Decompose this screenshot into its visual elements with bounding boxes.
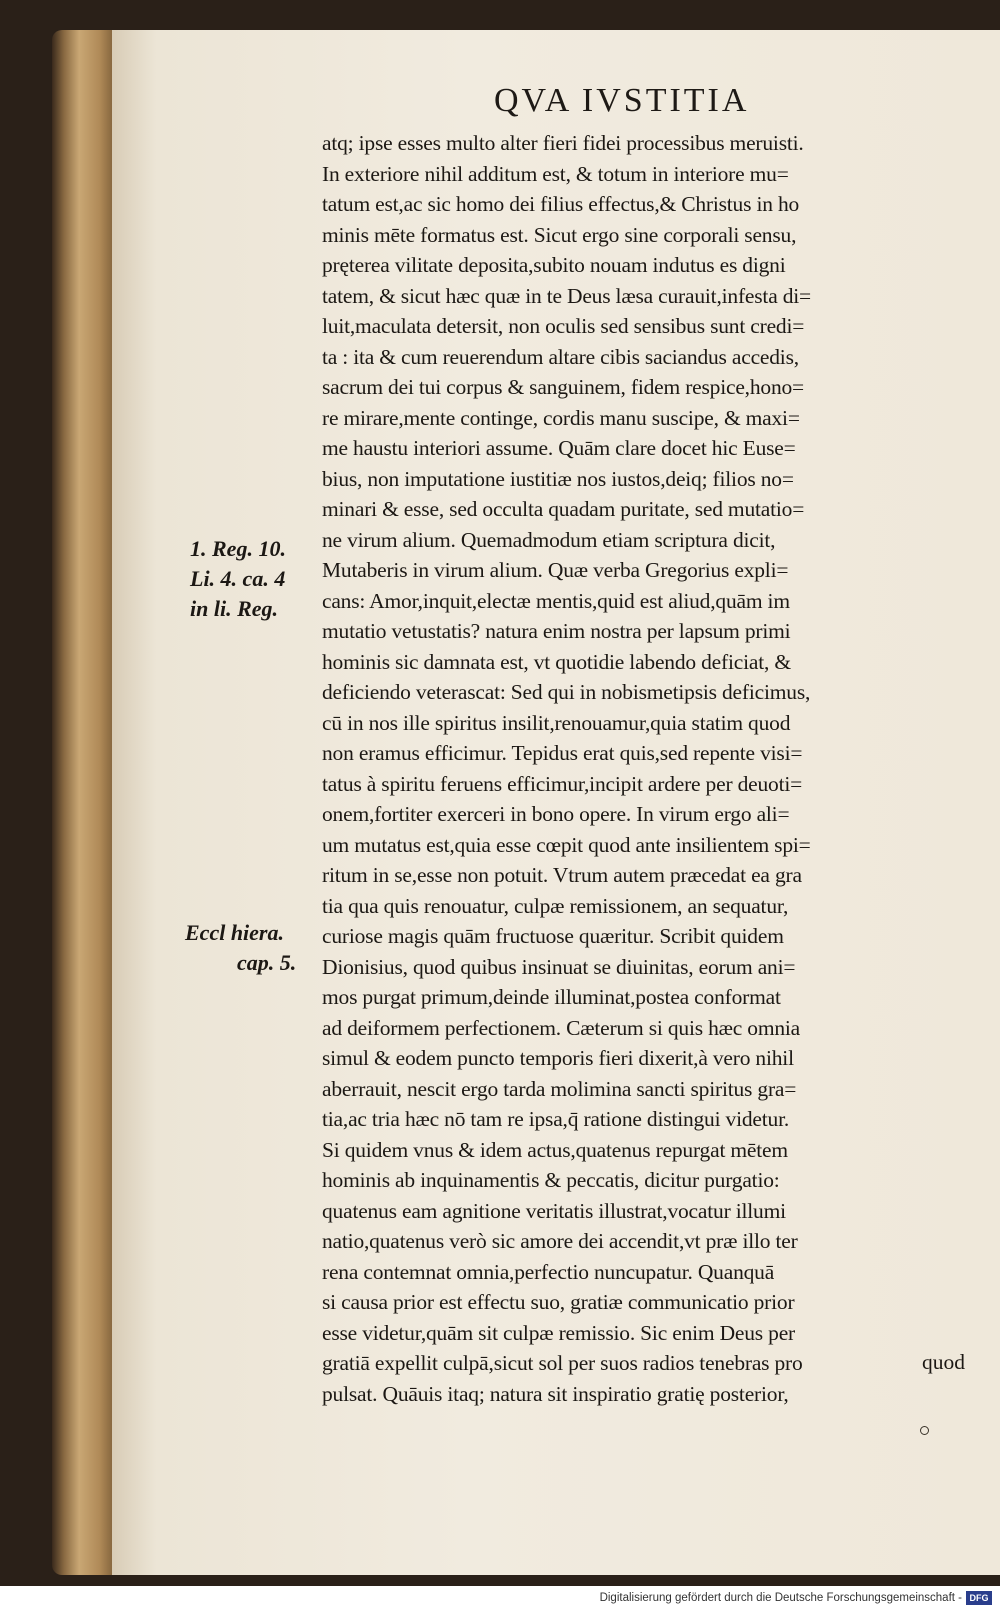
text-line: tia qua quis renouatur, culpæ remissionem, an sequatur, [322, 893, 789, 918]
margin-note-eccl [185, 918, 296, 978]
text-line: cū in nos ille spiritus insilit,renouamur,quia statim quod [322, 710, 791, 735]
margin-note-line: in li. Reg. [190, 596, 279, 621]
text-line: tatem, & sicut hæc quæ in te Deus læsa curauit,infesta di= [322, 283, 811, 308]
catchword: quod [922, 1350, 965, 1374]
text-line: esse videtur,quām sit culpæ remissio. Sic enim Deus per [322, 1320, 796, 1345]
text-line: deficiendo veterascat: Sed qui in nobismetipsis deficimus, [322, 680, 811, 704]
body-text [322, 128, 972, 1409]
text-line: si causa prior est effectu suo, gratiæ communicatio prior [322, 1290, 795, 1314]
margin-note-line: 1. Reg. 10. [190, 536, 286, 561]
signature-mark [920, 1426, 929, 1435]
text-line: non eramus efficimur. Tepidus erat quis,sed repente visi= [322, 741, 803, 765]
text-line: atq; ipse esses multo alter fieri fidei processibus meruisti. [322, 131, 804, 155]
text-line: aberrauit, nescit ergo tarda molimina sancti spiritus gra= [322, 1076, 797, 1101]
text-line: In exteriore nihil additum est, & totum in interiore mu= [322, 161, 789, 186]
text-line: gratiā expellit culpā,sicut sol per suos radios tenebras pro [322, 1351, 803, 1375]
text-line: hominis ab inquinamentis & peccatis, dicitur purgatio: [322, 1168, 780, 1192]
text-line: natio,quatenus verò sic amore dei accendit,vt præ illo ter [322, 1229, 798, 1253]
text-line: tatum est,ac sic homo dei filius effectus,& Christus in ho [322, 192, 800, 216]
text-line: pulsat. Quāuis itaq; natura sit inspiratio gratię posterior, [322, 1381, 789, 1406]
text-line: minis mēte formatus est. Sicut ergo sine corporali sensu, [322, 222, 797, 247]
text-line: sacrum dei tui corpus & sanguinem, fidem respice,hono= [322, 375, 804, 399]
text-line: minari & esse, sed occulta quadam puritate, sed mutatio= [322, 497, 805, 521]
text-line: ta : ita & cum reuerendum altare cibis saciandus accedis, [322, 344, 799, 369]
text-line: hominis sic damnata est, vt quotidie labendo deficiat, & [322, 649, 791, 674]
text-line: Dionisius, quod quibus insinuat se diuinitas, eorum ani= [322, 954, 796, 979]
margin-note-line: cap. 5. [237, 950, 297, 975]
text-line: tatus à spiritu feruens efficimur,incipit ardere per deuoti= [322, 771, 803, 796]
margin-note-line: Eccl hiera. [185, 920, 284, 945]
text-line: ritum in se,esse non potuit. Vtrum autem præcedat ea gra [322, 863, 802, 887]
text-line: quatenus eam agnitione veritatis illustrat,vocatur illumi [322, 1198, 786, 1223]
text-line: rena contemnat omnia,perfectio nuncupatur. Quanquā [322, 1259, 775, 1284]
text-line: um mutatus est,quia esse cœpit quod ante insilientem spi= [322, 832, 811, 857]
text-line: mutatio vetustatis? natura enim nostra per lapsum primi [322, 619, 791, 643]
text-line: pręterea vilitate deposita,subito nouam indutus es digni [322, 253, 786, 277]
text-line: onem,fortiter exerceri in bono opere. In virum ergo ali= [322, 802, 790, 826]
book-fore-edge [52, 30, 120, 1575]
text-line: tia,ac tria hæc nō tam re ipsa,q̄ ratione distingui videtur. [322, 1107, 790, 1131]
text-line: Si quidem vnus & idem actus,quatenus repurgat mētem [322, 1137, 788, 1162]
text-line: luit,maculata detersit, non oculis sed sensibus sunt credi= [322, 314, 805, 338]
text-line: re mirare,mente continge, cordis manu suscipe, & maxi= [322, 405, 800, 430]
text-line: cans: Amor,inquit,electæ mentis,quid est aliud,quām im [322, 588, 790, 613]
text-line: bius, non imputatione iustitiæ nos iustos,deiq; filios no= [322, 466, 794, 491]
text-line: mos purgat primum,deinde illuminat,postea conformat [322, 985, 781, 1009]
margin-note-line: Li. 4. ca. 4 [190, 566, 286, 591]
running-head: QVA IVSTITIA [494, 82, 750, 119]
margin-note-reg [190, 534, 286, 624]
text-line: ne virum alium. Quemadmodum etiam scriptura dicit, [322, 527, 776, 552]
footer-bar [0, 1586, 1000, 1613]
footer-credit: Digitalisierung gefördert durch die Deutsche Forschungsgemeinschaft - [599, 1592, 962, 1604]
text-line: simul & eodem puncto temporis fieri dixerit,à vero nihil [322, 1046, 794, 1070]
text-line: Mutaberis in virum alium. Quæ verba Gregorius expli= [322, 558, 789, 582]
text-line: curiose magis quām fructuose quæritur. Scribit quidem [322, 924, 784, 948]
dfg-logo: DFG [966, 1591, 992, 1605]
text-line: ad deiformem perfectionem. Cæterum si quis hæc omnia [322, 1015, 801, 1040]
text-line: me haustu interiori assume. Quām clare docet hic Euse= [322, 436, 796, 460]
